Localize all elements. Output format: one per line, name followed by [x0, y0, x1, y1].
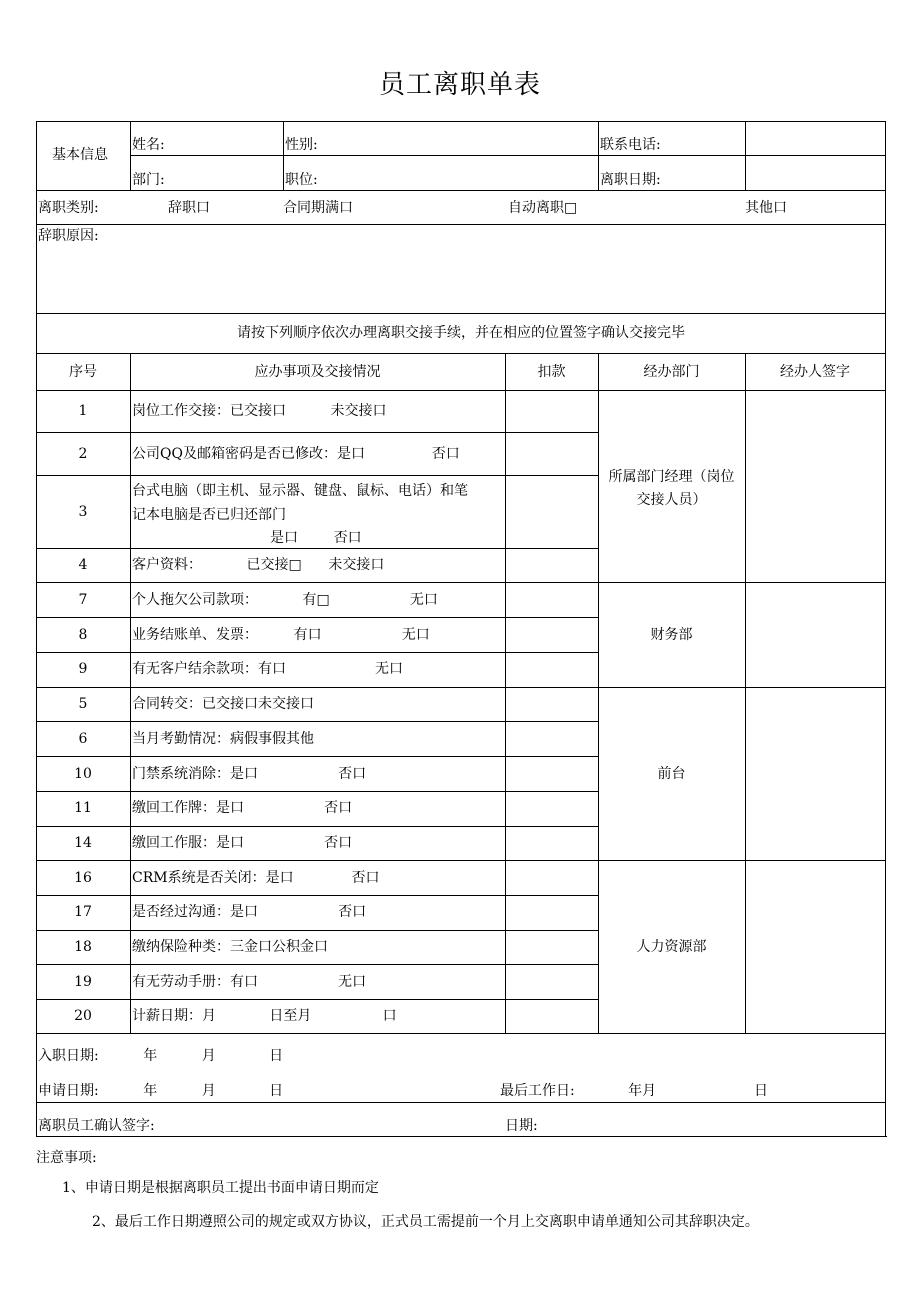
row-text: 有无客户结余款项：有口 无口: [132, 661, 404, 677]
row-divider: [36, 1102, 886, 1103]
row-divider: [36, 652, 599, 653]
row-divider: [36, 390, 886, 391]
row-text: 公司QQ及邮箱密码是否已修改：是口 否口: [132, 446, 460, 462]
reason-label: 辞职原因:: [38, 228, 99, 244]
row-divider: [36, 791, 599, 792]
last-work-day-field: 最后工作日: 年月 日: [500, 1083, 769, 1099]
row-number: 20: [74, 1008, 92, 1024]
row-divider: [36, 826, 599, 827]
table-border-top: [36, 121, 886, 122]
col-divider: [283, 121, 284, 190]
row-number: 11: [74, 800, 92, 816]
row-number: 19: [74, 974, 92, 990]
header-no: 序号: [69, 364, 97, 380]
signature-date-label: 日期:: [505, 1118, 538, 1134]
position-label: 职位:: [285, 172, 318, 188]
apply-date-field: 申请日期: 年 月 日: [38, 1083, 284, 1099]
row-number: 5: [78, 696, 88, 712]
row-divider: [36, 999, 599, 1000]
row-number: 18: [74, 939, 92, 955]
row-divider: [36, 224, 886, 225]
department-label: 部门:: [132, 172, 165, 188]
header-deduction: 扣款: [537, 364, 566, 380]
employee-signature-label: 离职员工确认签字:: [38, 1118, 155, 1134]
leave-type-resign[interactable]: 辞职口: [168, 200, 210, 216]
row-number: 6: [78, 731, 88, 747]
row-text: 岗位工作交接：已交接口 未交接口: [132, 403, 387, 419]
row-text: 合同转交：已交接口未交接口: [132, 696, 314, 712]
dept-front-desk: 前台: [657, 766, 686, 782]
row-text: 业务结账单、发票： 有口 无口: [132, 627, 430, 643]
row-divider: [36, 756, 599, 757]
row-text: 客户资料： 已交接□ 未交接口: [132, 557, 385, 573]
table-border-right: [885, 121, 886, 1136]
row-number: 2: [78, 446, 88, 462]
row-number: 16: [74, 870, 92, 886]
row-text: 计薪日期：月 日至月 口: [132, 1008, 397, 1024]
dept-manager-line2: 交接人员）: [636, 492, 707, 508]
leave-type-label: 离职类别:: [38, 200, 99, 216]
row-text: 有无劳动手册：有口 无口: [132, 974, 367, 990]
row-text: CRM系统是否关闭：是口 否口: [132, 870, 380, 886]
row-text: 缴回工作服：是口 否口: [132, 835, 353, 851]
row-divider: [36, 930, 599, 931]
dept-manager-line1: 所属部门经理（岗位: [608, 469, 735, 485]
row-text: 当月考勤情况：病假事假其他: [132, 731, 314, 747]
entry-date-field: 入职日期: 年 月 日: [38, 1048, 284, 1064]
col-divider: [598, 121, 599, 190]
notes-heading: 注意事项:: [36, 1150, 97, 1166]
row-divider: [36, 190, 886, 191]
header-department: 经办部门: [643, 364, 700, 380]
row-text-line2: 记本电脑是否已归还部门: [132, 507, 286, 523]
row-number: 10: [74, 766, 92, 782]
col-divider: [505, 353, 506, 1033]
leave-type-contract-expire[interactable]: 合同期满口: [283, 200, 353, 216]
col-divider: [130, 353, 131, 1033]
dept-finance: 财务部: [650, 627, 693, 643]
form-title: 员工离职单表: [378, 70, 541, 100]
leave-date-label: 离职日期:: [600, 172, 661, 188]
row-text: 个人拖欠公司款项： 有□ 无口: [132, 592, 438, 608]
row-divider: [36, 432, 599, 433]
row-text: 缴回工作牌：是口 否口: [132, 800, 353, 816]
row-divider: [36, 617, 599, 618]
row-number: 14: [74, 835, 92, 851]
leave-type-auto[interactable]: 自动离职□: [508, 200, 578, 216]
name-label: 姓名:: [132, 137, 165, 153]
row-text: 门禁系统消除：是口 否口: [132, 766, 367, 782]
row-divider: [36, 313, 886, 314]
header-signature: 经办人签字: [780, 364, 850, 380]
note-item-1: 1、申请日期是根据离职员工提出书面申请日期而定: [62, 1180, 379, 1196]
row-number: 9: [78, 661, 88, 677]
table-border-bottom: [36, 1136, 887, 1137]
row-number: 7: [78, 592, 88, 608]
row-number: 3: [78, 504, 88, 520]
row-text-line1: 台式电脑（即主机、显示器、键盘、鼠标、电话）和笔: [132, 483, 468, 499]
instruction-text: 请按下列顺序依次办理离职交接手续，并在相应的位置签字确认交接完毕: [237, 325, 685, 341]
note-item-2: 2、最后工作日期遵照公司的规定或双方协议，正式员工需提前一个月上交离职申请单通知公司其辞职决定。: [92, 1214, 759, 1230]
row-text: 是否经过沟通：是口 否口: [132, 904, 367, 920]
row-divider: [36, 1033, 886, 1034]
row-number: 8: [78, 627, 88, 643]
col-divider: [745, 353, 746, 1033]
row-text: 缴纳保险种类：三金口公积金口: [132, 939, 328, 955]
phone-label: 联系电话:: [600, 137, 661, 153]
gender-label: 性别:: [285, 137, 318, 153]
row-divider: [36, 353, 886, 354]
col-divider: [745, 121, 746, 190]
row-text-line3: 是口 否口: [270, 530, 362, 546]
row-divider: [36, 860, 886, 861]
row-divider: [36, 721, 599, 722]
leave-type-other[interactable]: 其他口: [745, 200, 787, 216]
row-number: 17: [74, 904, 92, 920]
row-divider: [36, 582, 886, 583]
row-divider: [36, 687, 886, 688]
row-divider: [36, 964, 599, 965]
row-divider: [36, 475, 599, 476]
basic-info-label: 基本信息: [52, 147, 108, 163]
col-divider: [598, 353, 599, 1033]
row-divider: [130, 155, 886, 156]
row-number: 4: [78, 557, 88, 573]
header-item: 应办事项及交接情况: [254, 364, 381, 380]
row-number: 1: [78, 403, 88, 419]
row-divider: [36, 548, 599, 549]
row-divider: [36, 895, 599, 896]
col-divider: [130, 121, 131, 190]
dept-hr: 人力资源部: [636, 939, 707, 955]
